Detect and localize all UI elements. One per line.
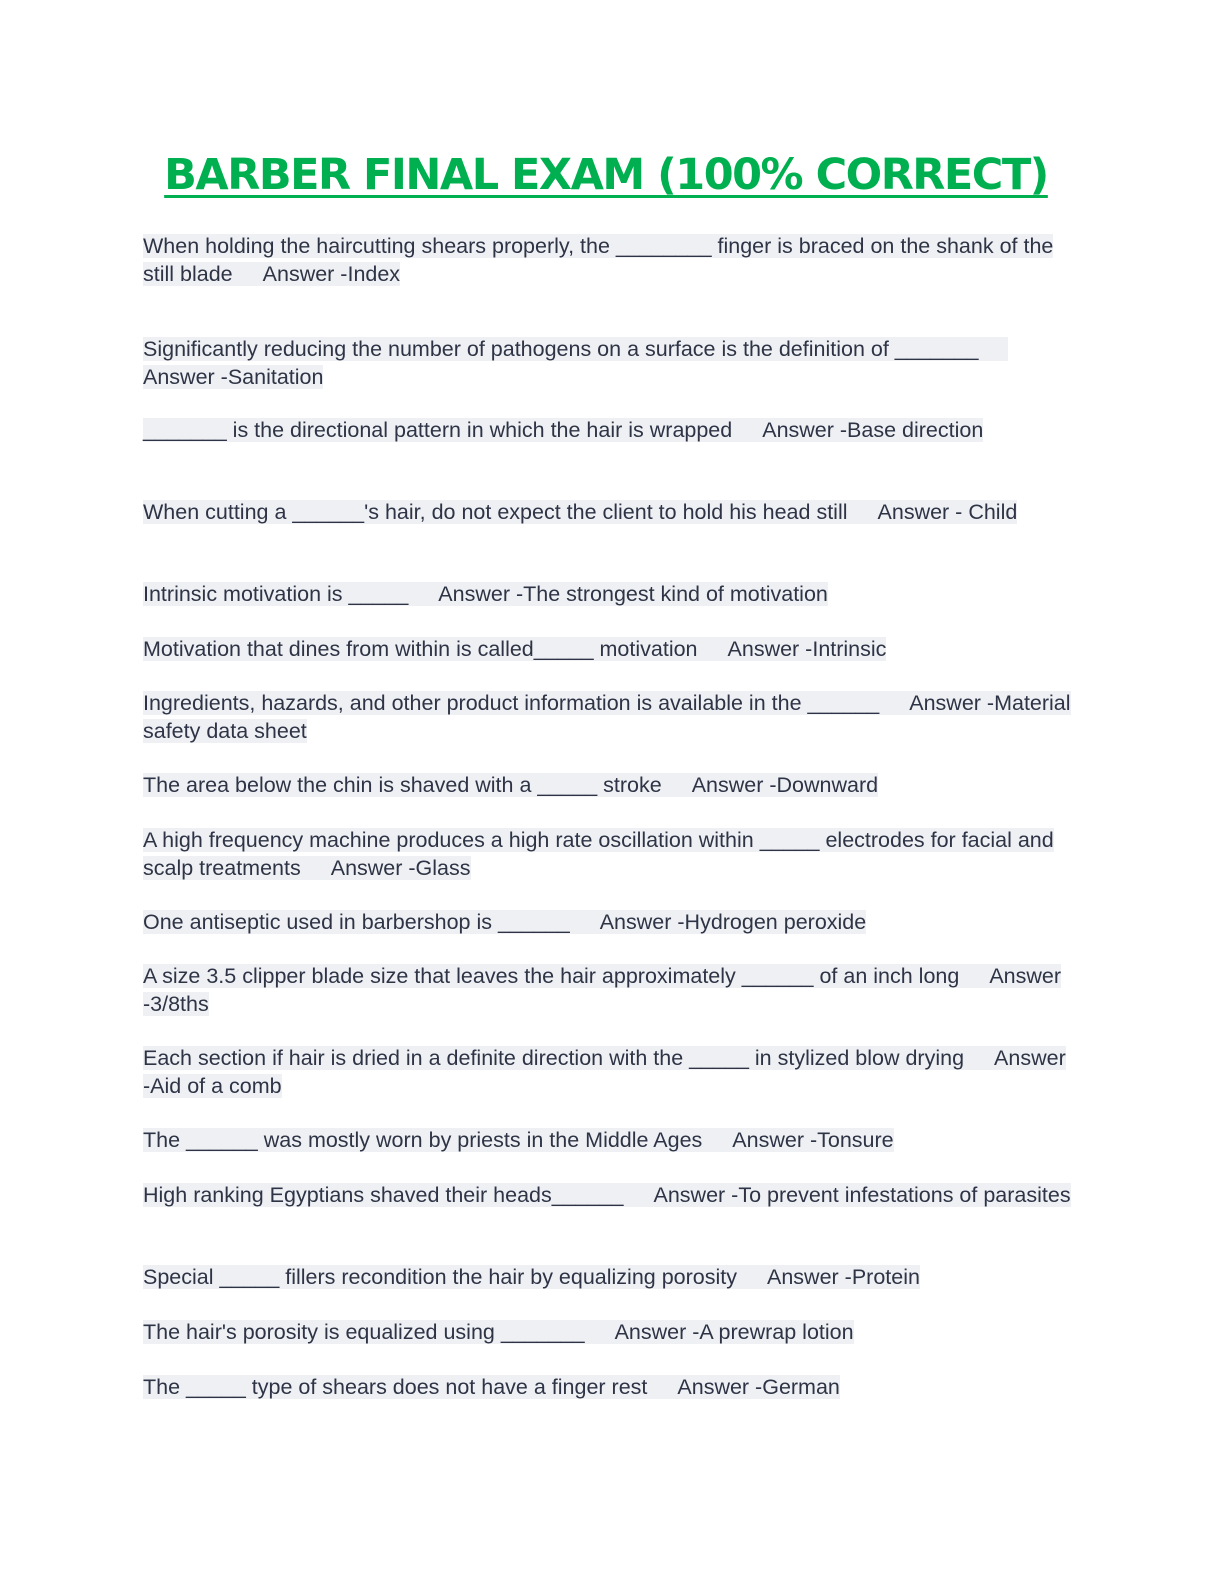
answer-text: Answer - Child [877, 500, 1018, 524]
question-text: When cutting a ______'s hair, do not expect the client to hold his head still [143, 500, 848, 524]
qa-item [143, 1181, 1073, 1209]
answer-text: Answer -Aid of a comb [143, 1046, 1066, 1098]
question-text: The ______ was mostly worn by priests in the Middle Ages [143, 1128, 703, 1152]
qa-item [143, 416, 1073, 444]
answer-text: Answer -Protein [767, 1265, 920, 1289]
question-text: The _____ type of shears does not have a finger rest [143, 1375, 648, 1399]
answer-text: Answer -Tonsure [732, 1128, 894, 1152]
question-text: One antiseptic used in barbershop is ______ [143, 910, 570, 934]
answer-text: Answer -To prevent infestations of parasites [653, 1183, 1071, 1207]
question-text: High ranking Egyptians shaved their heads______ [143, 1183, 624, 1207]
qa-item [143, 1126, 1073, 1154]
question-text: Motivation that dines from within is called_____ motivation [143, 637, 698, 661]
qa-item [143, 1263, 1073, 1291]
question-text: Intrinsic motivation is _____ [143, 582, 409, 606]
answer-text: Answer -The strongest kind of motivation [438, 582, 828, 606]
answer-text: Answer -Hydrogen peroxide [599, 910, 867, 934]
answer-text: Answer -3/8ths [143, 964, 1062, 1016]
question-text: A size 3.5 clipper blade size that leaves the hair approximately ______ of an inch long [143, 964, 960, 988]
question-text: Significantly reducing the number of pathogens on a surface is the definition of _______ [143, 337, 979, 361]
qa-item [143, 498, 1073, 526]
question-text: Special _____ fillers recondition the hair by equalizing porosity [143, 1265, 737, 1289]
answer-text: Answer -Material safety data sheet [143, 691, 1071, 743]
qa-item [143, 335, 1073, 391]
qa-item [143, 962, 1073, 1018]
answer-text: Answer -German [677, 1375, 840, 1399]
qa-item [143, 1373, 1073, 1401]
answer-text: Answer -Downward [691, 773, 879, 797]
question-text: The area below the chin is shaved with a _____ stroke [143, 773, 662, 797]
qa-item [143, 771, 1073, 799]
qa-item [143, 1318, 1073, 1346]
question-text: A high frequency machine produces a high rate oscillation within _____ electrodes for facial and scalp treatments [143, 828, 1054, 880]
question-text: _______ is the directional pattern in which the hair is wrapped [143, 418, 733, 442]
qa-item [143, 1044, 1073, 1100]
qa-item [143, 908, 1073, 936]
qa-item [143, 689, 1073, 745]
answer-text: Answer -Intrinsic [727, 637, 887, 661]
answer-text: Answer -Index [262, 262, 401, 286]
answer-text: Answer -Base direction [762, 418, 984, 442]
qa-item [143, 826, 1073, 882]
qa-item [143, 635, 1073, 663]
qa-item [143, 232, 1073, 288]
answer-text: Answer -Sanitation [143, 365, 324, 389]
answer-text: Answer -Glass [330, 856, 471, 880]
question-text: When holding the haircutting shears properly, the ________ finger is braced on the shank of the still blade [143, 234, 1054, 286]
qa-item [143, 580, 1073, 608]
question-text: The hair's porosity is equalized using _______ [143, 1320, 585, 1344]
question-text: Each section if hair is dried in a definite direction with the _____ in stylized blow drying [143, 1046, 965, 1070]
answer-text: Answer -A prewrap lotion [614, 1320, 854, 1344]
question-text: Ingredients, hazards, and other product information is available in the ______ [143, 691, 880, 715]
page-title: BARBER FINAL EXAM (100% CORRECT) [164, 150, 1048, 200]
